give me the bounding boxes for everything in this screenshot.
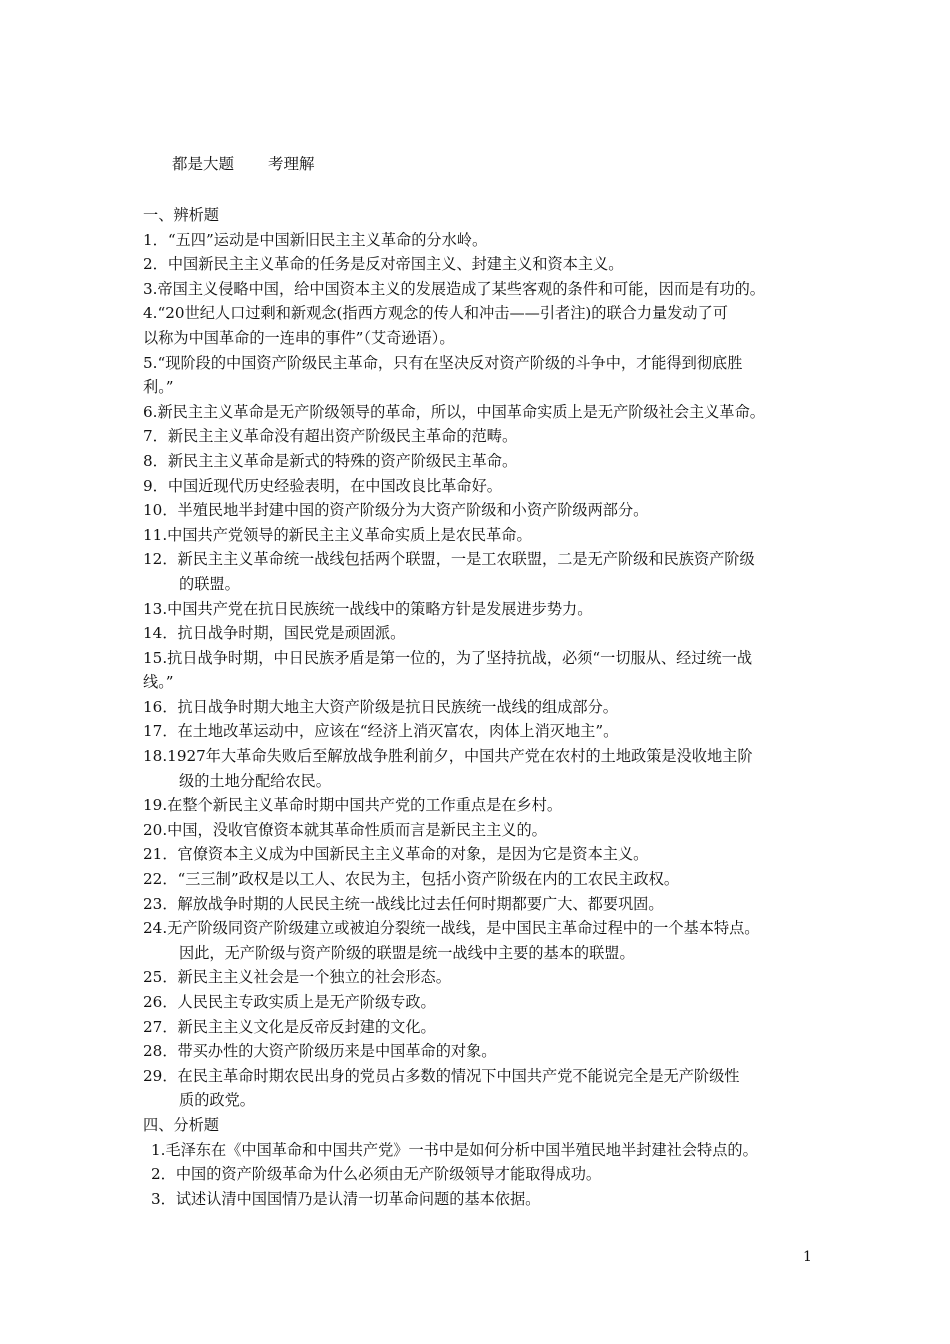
section-heading-analysis: 四、分析题: [143, 1115, 219, 1134]
question-line: 28．带买办性的大资产阶级历来是中国革命的对象。: [143, 1042, 497, 1061]
question-line: 10．半殖民地半封建中国的资产阶级分为大资产阶级和小资产阶级两部分。: [143, 501, 649, 520]
question-line: 17．在土地改革运动中，应该在“经济上消灭富农，肉体上消灭地主”。: [143, 722, 619, 741]
question-line: 3.帝国主义侵略中国，给中国资本主义的发展造成了某些客观的条件和可能，因而是有功的。: [143, 279, 765, 298]
question-line: 2．中国的资产阶级革命为什么必须由无产阶级领导才能取得成功。: [151, 1165, 602, 1184]
question-line: 1．“五四”运动是中国新旧民主主义革命的分水岭。: [143, 230, 488, 249]
question-line: 3．试述认清中国国情乃是认清一切革命问题的基本依据。: [151, 1189, 541, 1208]
question-line: 6.新民主主义革命是无产阶级领导的革命，所以，中国革命实质上是无产阶级社会主义革命。: [143, 402, 765, 421]
question-line-continued: 的联盟。: [179, 574, 240, 593]
question-line: 15.抗日战争时期，中日民族矛盾是第一位的，为了坚持抗战，必须“一切服从、经过统一战: [143, 648, 753, 667]
question-line: 20.中国，没收官僚资本就其革命性质而言是新民主主义的。: [143, 820, 547, 839]
question-line: 13.中国共产党在抗日民族统一战线中的策略方针是发展进步势力。: [143, 599, 593, 618]
question-line-continued: 级的土地分配给农民。: [179, 771, 331, 790]
question-line: 16．抗日战争时期大地主大资产阶级是抗日民族统一战线的组成部分。: [143, 697, 618, 716]
question-line: 4.“20世纪人口过剩和新观念(指西方观念的传人和冲击——引者注)的联合力量发动了可: [143, 304, 728, 323]
question-line: 19.在整个新民主义革命时期中国共产党的工作重点是在乡村。: [143, 796, 563, 815]
document-body: [143, 203, 833, 1211]
question-line: 7．新民主主义革命没有超出资产阶级民主革命的范畴。: [143, 427, 518, 446]
question-line: 以称为中国革命的一连串的事件”（艾奇逊语）。: [143, 328, 455, 347]
section-heading-discrimination: 一、辨析题: [143, 206, 219, 224]
question-line: 14．抗日战争时期，国民党是顽固派。: [143, 624, 406, 643]
question-line: 12．新民主主义革命统一战线包括两个联盟，一是工农联盟，二是无产阶级和民族资产阶级: [143, 550, 755, 569]
question-line-continued: 质的政党。: [179, 1091, 255, 1110]
question-line: 18.1927年大革命失败后至解放战争胜利前夕，中国共产党在农村的土地政策是没收地主阶: [143, 747, 753, 766]
question-line: 27．新民主主义文化是反帝反封建的文化。: [143, 1017, 436, 1036]
question-line: 23．解放战争时期的人民民主统一战线比过去任何时期都要广大、都要巩固。: [143, 894, 664, 913]
question-line: 线。”: [143, 673, 174, 692]
question-line: 利。”: [143, 378, 174, 397]
question-line: 22．“三三制”政权是以工人、农民为主，包括小资产阶级在内的工农民主政权。: [143, 870, 680, 889]
question-line: 8．新民主主义革命是新式的特殊的资产阶级民主革命。: [143, 451, 518, 470]
question-line: 2．中国新民主主义革命的任务是反对帝国主义、封建主义和资本主义。: [143, 255, 624, 274]
question-line: 5.“现阶段的中国资产阶级民主革命，只有在坚决反对资产阶级的斗争中，才能得到彻底胜: [143, 353, 743, 372]
question-line: 26．人民民主专政实质上是无产阶级专政。: [143, 993, 436, 1011]
question-line: 29．在民主革命时期农民出身的党员占多数的情况下中国共产党不能说完全是无产阶级性: [143, 1066, 740, 1085]
question-line: 24.无产阶级同资产阶级建立或被迫分裂统一战线，是中国民主革命过程中的一个基本特点。: [143, 919, 760, 938]
question-line: 11.中国共产党领导的新民主主义革命实质上是农民革命。: [143, 525, 532, 544]
note-right: 考理解: [268, 155, 315, 173]
question-line: 9．中国近现代历史经验表明，在中国改良比革命好。: [143, 476, 502, 495]
question-line: 1.毛泽东在《中国革命和中国共产党》一书中是如何分析中国半殖民地半封建社会特点的。: [151, 1140, 758, 1159]
question-line: 25．新民主主义社会是一个独立的社会形态。: [143, 968, 451, 987]
header-note: [172, 152, 315, 174]
page-number: 1: [803, 1249, 812, 1265]
question-line-continued: 因此，无产阶级与资产阶级的联盟是统一战线中主要的基本的联盟。: [179, 943, 635, 962]
question-line: 21．官僚资本主义成为中国新民主主义革命的对象，是因为它是资本主义。: [143, 845, 649, 864]
note-left: 都是大题: [172, 155, 235, 173]
